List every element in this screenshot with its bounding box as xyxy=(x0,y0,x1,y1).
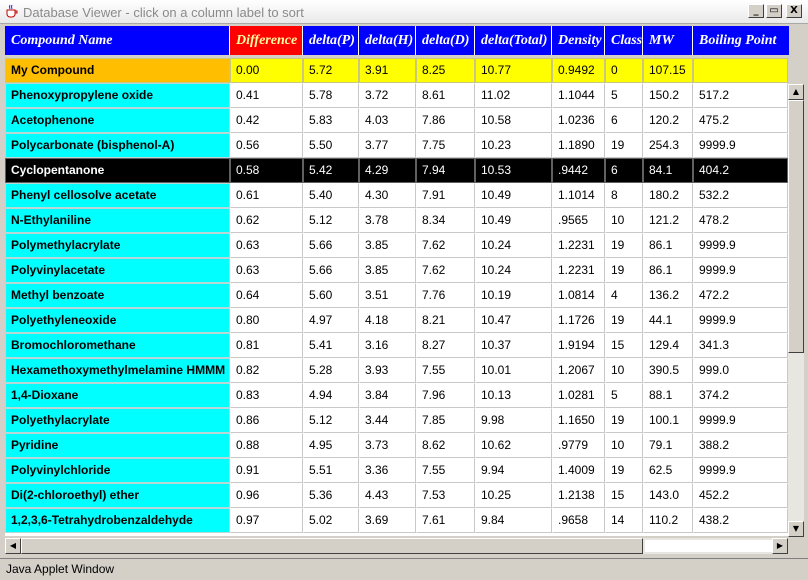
cell-boiling-point[interactable]: 532.2 xyxy=(693,183,788,208)
cell-delta-d[interactable]: 8.62 xyxy=(416,433,475,458)
cell-delta-h[interactable]: 3.91 xyxy=(359,58,416,83)
cell-delta-total[interactable]: 10.24 xyxy=(475,233,552,258)
cell-density[interactable]: 1.1650 xyxy=(552,408,605,433)
cell-difference[interactable]: 0.42 xyxy=(230,108,303,133)
cell-difference[interactable]: 0.91 xyxy=(230,458,303,483)
cell-mw[interactable]: 120.2 xyxy=(643,108,693,133)
cell-delta-d[interactable]: 8.27 xyxy=(416,333,475,358)
cell-density[interactable]: 1.4009 xyxy=(552,458,605,483)
cell-class[interactable]: 6 xyxy=(605,158,643,183)
cell-difference[interactable]: 0.80 xyxy=(230,308,303,333)
table-row[interactable] xyxy=(5,333,788,358)
cell-mw[interactable]: 136.2 xyxy=(643,283,693,308)
cell-mw[interactable]: 44.1 xyxy=(643,308,693,333)
close-button[interactable]: X xyxy=(786,4,802,18)
cell-boiling-point[interactable]: 452.2 xyxy=(693,483,788,508)
cell-delta-p[interactable]: 5.66 xyxy=(303,233,359,258)
cell-compound-name[interactable]: Polyethylacrylate xyxy=(5,408,230,433)
cell-density[interactable]: 1.0236 xyxy=(552,108,605,133)
column-header-density[interactable]: Density xyxy=(552,26,605,55)
cell-difference[interactable]: 0.56 xyxy=(230,133,303,158)
cell-delta-d[interactable]: 8.21 xyxy=(416,308,475,333)
table-row[interactable] xyxy=(5,158,788,183)
cell-compound-name[interactable]: Di(2-chloroethyl) ether xyxy=(5,483,230,508)
cell-delta-p[interactable]: 5.78 xyxy=(303,83,359,108)
cell-delta-d[interactable]: 7.55 xyxy=(416,358,475,383)
horizontal-scroll-thumb[interactable] xyxy=(21,538,643,554)
cell-boiling-point[interactable]: 9999.9 xyxy=(693,458,788,483)
cell-delta-total[interactable]: 10.13 xyxy=(475,383,552,408)
column-header-delta-d[interactable]: delta(D) xyxy=(416,26,475,55)
cell-compound-name[interactable]: Phenoxypropylene oxide xyxy=(5,83,230,108)
table-row[interactable] xyxy=(5,283,788,308)
cell-compound-name[interactable]: Acetophenone xyxy=(5,108,230,133)
cell-delta-h[interactable]: 3.36 xyxy=(359,458,416,483)
cell-class[interactable]: 8 xyxy=(605,183,643,208)
cell-density[interactable]: 1.1014 xyxy=(552,183,605,208)
cell-boiling-point[interactable]: 341.3 xyxy=(693,333,788,358)
cell-delta-p[interactable]: 4.97 xyxy=(303,308,359,333)
cell-boiling-point[interactable]: 9999.9 xyxy=(693,408,788,433)
cell-difference[interactable]: 0.86 xyxy=(230,408,303,433)
cell-compound-name[interactable]: My Compound xyxy=(5,58,230,83)
cell-density[interactable]: 0.9492 xyxy=(552,58,605,83)
cell-mw[interactable]: 254.3 xyxy=(643,133,693,158)
cell-delta-d[interactable]: 7.53 xyxy=(416,483,475,508)
status-bar: Java Applet Window xyxy=(0,558,808,580)
column-header-delta-h[interactable]: delta(H) xyxy=(359,26,416,55)
cell-class[interactable]: 6 xyxy=(605,108,643,133)
cell-density[interactable]: 1.2138 xyxy=(552,483,605,508)
cell-delta-d[interactable]: 8.34 xyxy=(416,208,475,233)
cell-density[interactable]: 1.1726 xyxy=(552,308,605,333)
column-header-class[interactable]: Class xyxy=(605,26,643,55)
cell-boiling-point[interactable]: 475.2 xyxy=(693,108,788,133)
cell-density[interactable]: 1.2231 xyxy=(552,233,605,258)
cell-delta-d[interactable]: 8.61 xyxy=(416,83,475,108)
cell-delta-h[interactable]: 3.44 xyxy=(359,408,416,433)
cell-delta-d[interactable]: 7.91 xyxy=(416,183,475,208)
cell-delta-h[interactable]: 3.72 xyxy=(359,83,416,108)
cell-density[interactable]: .9779 xyxy=(552,433,605,458)
cell-mw[interactable]: 88.1 xyxy=(643,383,693,408)
cell-mw[interactable]: 150.2 xyxy=(643,83,693,108)
cell-class[interactable]: 5 xyxy=(605,383,643,408)
cell-mw[interactable]: 62.5 xyxy=(643,458,693,483)
cell-delta-p[interactable]: 5.12 xyxy=(303,208,359,233)
cell-class[interactable]: 15 xyxy=(605,333,643,358)
cell-class[interactable]: 4 xyxy=(605,283,643,308)
cell-density[interactable]: .9658 xyxy=(552,508,605,533)
cell-delta-d[interactable]: 7.55 xyxy=(416,458,475,483)
table-row[interactable] xyxy=(5,358,788,383)
cell-difference[interactable]: 0.41 xyxy=(230,83,303,108)
cell-difference[interactable]: 0.62 xyxy=(230,208,303,233)
cell-delta-total[interactable]: 9.94 xyxy=(475,458,552,483)
cell-compound-name[interactable]: Polyvinylchloride xyxy=(5,458,230,483)
cell-boiling-point[interactable]: 374.2 xyxy=(693,383,788,408)
cell-delta-p[interactable]: 5.72 xyxy=(303,58,359,83)
cell-delta-p[interactable]: 5.50 xyxy=(303,133,359,158)
column-header-boiling-point[interactable]: Boiling Point xyxy=(699,33,777,48)
cell-delta-total[interactable]: 10.77 xyxy=(475,58,552,83)
cell-boiling-point[interactable] xyxy=(693,58,788,83)
cell-delta-total[interactable]: 10.37 xyxy=(475,333,552,358)
cell-mw[interactable]: 79.1 xyxy=(643,433,693,458)
cell-compound-name[interactable]: Phenyl cellosolve acetate xyxy=(5,183,230,208)
cell-difference[interactable]: 0.58 xyxy=(230,158,303,183)
cell-class[interactable]: 19 xyxy=(605,458,643,483)
table-row[interactable] xyxy=(5,83,788,108)
scroll-down-arrow-icon[interactable]: ▼ xyxy=(788,521,804,537)
cell-difference[interactable]: 0.61 xyxy=(230,183,303,208)
cell-density[interactable]: 1.1890 xyxy=(552,133,605,158)
vertical-scroll-thumb[interactable] xyxy=(788,100,804,353)
cell-compound-name[interactable]: N-Ethylaniline xyxy=(5,208,230,233)
table-row[interactable] xyxy=(5,183,788,208)
cell-delta-total[interactable]: 10.24 xyxy=(475,258,552,283)
cell-delta-total[interactable]: 10.53 xyxy=(475,158,552,183)
cell-delta-total[interactable]: 10.23 xyxy=(475,133,552,158)
cell-density[interactable]: 1.2067 xyxy=(552,358,605,383)
cell-boiling-point[interactable]: 517.2 xyxy=(693,83,788,108)
cell-delta-p[interactable]: 5.51 xyxy=(303,458,359,483)
cell-class[interactable]: 19 xyxy=(605,233,643,258)
cell-delta-d[interactable]: 7.76 xyxy=(416,283,475,308)
cell-density[interactable]: 1.0814 xyxy=(552,283,605,308)
cell-boiling-point[interactable]: 9999.9 xyxy=(693,133,788,158)
table-row[interactable] xyxy=(5,133,788,158)
table-row[interactable] xyxy=(5,308,788,333)
cell-delta-p[interactable]: 4.95 xyxy=(303,433,359,458)
cell-delta-p[interactable]: 5.36 xyxy=(303,483,359,508)
cell-delta-h[interactable]: 4.30 xyxy=(359,183,416,208)
cell-boiling-point[interactable]: 9999.9 xyxy=(693,308,788,333)
cell-density[interactable]: 1.2231 xyxy=(552,258,605,283)
cell-class[interactable]: 10 xyxy=(605,433,643,458)
cell-delta-h[interactable]: 4.03 xyxy=(359,108,416,133)
java-coffee-icon xyxy=(5,4,19,18)
cell-delta-d[interactable]: 7.94 xyxy=(416,158,475,183)
table-row[interactable] xyxy=(5,233,788,258)
cell-mw[interactable]: 86.1 xyxy=(643,233,693,258)
cell-difference[interactable]: 0.97 xyxy=(230,508,303,533)
title-bar xyxy=(0,0,808,24)
cell-compound-name[interactable]: Polycarbonate (bisphenol-A) xyxy=(5,133,230,158)
cell-difference[interactable]: 0.88 xyxy=(230,433,303,458)
cell-density[interactable]: 1.0281 xyxy=(552,383,605,408)
cell-density[interactable]: .9565 xyxy=(552,208,605,233)
table-row[interactable] xyxy=(5,208,788,233)
cell-compound-name[interactable]: Polymethylacrylate xyxy=(5,233,230,258)
column-header-delta-total[interactable]: delta(Total) xyxy=(475,26,552,55)
cell-delta-h[interactable]: 3.77 xyxy=(359,133,416,158)
table-row[interactable] xyxy=(5,508,788,533)
table-row[interactable] xyxy=(5,258,788,283)
cell-mw[interactable]: 180.2 xyxy=(643,183,693,208)
cell-class[interactable]: 14 xyxy=(605,508,643,533)
cell-delta-total[interactable]: 10.62 xyxy=(475,433,552,458)
cell-delta-d[interactable]: 7.75 xyxy=(416,133,475,158)
cell-mw[interactable]: 390.5 xyxy=(643,358,693,383)
cell-delta-total[interactable]: 10.58 xyxy=(475,108,552,133)
column-header-mw[interactable]: MW xyxy=(643,26,693,55)
column-header-delta-p[interactable]: delta(P) xyxy=(303,26,359,55)
table-row[interactable] xyxy=(5,433,788,458)
cell-delta-h[interactable]: 3.93 xyxy=(359,358,416,383)
cell-boiling-point[interactable]: 9999.9 xyxy=(693,233,788,258)
scroll-right-arrow-icon[interactable]: ▶ xyxy=(772,538,788,554)
cell-delta-total[interactable]: 10.01 xyxy=(475,358,552,383)
cell-delta-p[interactable]: 5.83 xyxy=(303,108,359,133)
vertical-scrollbar[interactable] xyxy=(788,84,804,537)
table-row[interactable] xyxy=(5,383,788,408)
cell-compound-name[interactable]: Hexamethoxymethylmelamine HMMM xyxy=(5,358,230,383)
cell-boiling-point[interactable]: 478.2 xyxy=(693,208,788,233)
table-row[interactable] xyxy=(5,483,788,508)
cell-delta-h[interactable]: 4.18 xyxy=(359,308,416,333)
table-row[interactable] xyxy=(5,108,788,133)
cell-delta-p[interactable]: 5.42 xyxy=(303,158,359,183)
scroll-up-arrow-icon[interactable]: ▲ xyxy=(788,84,804,100)
cell-delta-d[interactable]: 7.86 xyxy=(416,108,475,133)
cell-boiling-point[interactable]: 472.2 xyxy=(693,283,788,308)
cell-compound-name[interactable]: Bromochloromethane xyxy=(5,333,230,358)
cell-delta-h[interactable]: 4.29 xyxy=(359,158,416,183)
cell-delta-p[interactable]: 5.02 xyxy=(303,508,359,533)
cell-delta-h[interactable]: 3.84 xyxy=(359,383,416,408)
maximize-button[interactable]: ▭ xyxy=(766,4,782,18)
cell-delta-total[interactable]: 10.47 xyxy=(475,308,552,333)
cell-density[interactable]: 1.9194 xyxy=(552,333,605,358)
cell-difference[interactable]: 0.82 xyxy=(230,358,303,383)
cell-class[interactable]: 10 xyxy=(605,208,643,233)
cell-class[interactable]: 19 xyxy=(605,133,643,158)
cell-compound-name[interactable]: 1,2,3,6-Tetrahydrobenzaldehyde xyxy=(5,508,230,533)
cell-difference[interactable]: 0.64 xyxy=(230,283,303,308)
cell-compound-name[interactable]: Polyvinylacetate xyxy=(5,258,230,283)
cell-delta-p[interactable]: 5.40 xyxy=(303,183,359,208)
cell-class[interactable]: 15 xyxy=(605,483,643,508)
cell-mw[interactable]: 86.1 xyxy=(643,258,693,283)
cell-mw[interactable]: 107.15 xyxy=(643,58,693,83)
cell-delta-total[interactable]: 9.98 xyxy=(475,408,552,433)
cell-compound-name[interactable]: Methyl benzoate xyxy=(5,283,230,308)
cell-mw[interactable]: 100.1 xyxy=(643,408,693,433)
cell-delta-h[interactable]: 3.73 xyxy=(359,433,416,458)
cell-boiling-point[interactable]: 999.0 xyxy=(693,358,788,383)
cell-mw[interactable]: 84.1 xyxy=(643,158,693,183)
cell-class[interactable]: 19 xyxy=(605,258,643,283)
my-compound-row[interactable] xyxy=(5,58,788,83)
cell-class[interactable]: 19 xyxy=(605,408,643,433)
cell-delta-total[interactable]: 11.02 xyxy=(475,83,552,108)
cell-mw[interactable]: 110.2 xyxy=(643,508,693,533)
cell-delta-h[interactable]: 3.51 xyxy=(359,283,416,308)
cell-delta-p[interactable]: 5.60 xyxy=(303,283,359,308)
cell-class[interactable]: 0 xyxy=(605,58,643,83)
cell-difference[interactable]: 0.83 xyxy=(230,383,303,408)
table-row[interactable] xyxy=(5,408,788,433)
cell-density[interactable]: .9442 xyxy=(552,158,605,183)
cell-delta-d[interactable]: 7.96 xyxy=(416,383,475,408)
column-header-row xyxy=(5,26,789,55)
minimize-button[interactable]: _ xyxy=(748,4,764,18)
cell-mw[interactable]: 121.2 xyxy=(643,208,693,233)
cell-boiling-point[interactable]: 438.2 xyxy=(693,508,788,533)
cell-delta-total[interactable]: 10.49 xyxy=(475,183,552,208)
cell-delta-total[interactable]: 9.84 xyxy=(475,508,552,533)
cell-compound-name[interactable]: Polyethyleneoxide xyxy=(5,308,230,333)
cell-difference[interactable]: 0.81 xyxy=(230,333,303,358)
cell-density[interactable]: 1.1044 xyxy=(552,83,605,108)
column-header-compound-name[interactable]: Compound Name xyxy=(5,26,230,55)
cell-delta-p[interactable]: 4.94 xyxy=(303,383,359,408)
compound-table xyxy=(5,58,788,536)
cell-delta-d[interactable]: 7.85 xyxy=(416,408,475,433)
window-title: Database Viewer - click on a column label to sort xyxy=(23,5,304,20)
column-header-difference[interactable]: Difference xyxy=(230,26,303,55)
cell-delta-d[interactable]: 7.61 xyxy=(416,508,475,533)
cell-difference[interactable]: 0.63 xyxy=(230,258,303,283)
cell-difference[interactable]: 0.96 xyxy=(230,483,303,508)
cell-boiling-point[interactable]: 388.2 xyxy=(693,433,788,458)
cell-difference[interactable]: 0.63 xyxy=(230,233,303,258)
cell-delta-h[interactable]: 4.43 xyxy=(359,483,416,508)
cell-delta-p[interactable]: 5.41 xyxy=(303,333,359,358)
cell-delta-h[interactable]: 3.85 xyxy=(359,258,416,283)
cell-delta-p[interactable]: 5.12 xyxy=(303,408,359,433)
cell-delta-total[interactable]: 10.49 xyxy=(475,208,552,233)
cell-delta-total[interactable]: 10.25 xyxy=(475,483,552,508)
horizontal-scrollbar[interactable] xyxy=(5,538,788,554)
cell-delta-d[interactable]: 7.62 xyxy=(416,258,475,283)
cell-class[interactable]: 10 xyxy=(605,358,643,383)
cell-difference[interactable]: 0.00 xyxy=(230,58,303,83)
cell-delta-total[interactable]: 10.19 xyxy=(475,283,552,308)
cell-mw[interactable]: 129.4 xyxy=(643,333,693,358)
cell-delta-h[interactable]: 3.78 xyxy=(359,208,416,233)
cell-compound-name[interactable]: 1,4-Dioxane xyxy=(5,383,230,408)
cell-class[interactable]: 19 xyxy=(605,308,643,333)
cell-class[interactable]: 5 xyxy=(605,83,643,108)
cell-compound-name[interactable]: Pyridine xyxy=(5,433,230,458)
cell-delta-p[interactable]: 5.66 xyxy=(303,258,359,283)
table-row[interactable] xyxy=(5,458,788,483)
cell-delta-d[interactable]: 7.62 xyxy=(416,233,475,258)
cell-delta-d[interactable]: 8.25 xyxy=(416,58,475,83)
cell-boiling-point[interactable]: 404.2 xyxy=(693,158,788,183)
scroll-left-arrow-icon[interactable]: ◀ xyxy=(5,538,21,554)
cell-delta-h[interactable]: 3.16 xyxy=(359,333,416,358)
cell-delta-h[interactable]: 3.69 xyxy=(359,508,416,533)
cell-mw[interactable]: 143.0 xyxy=(643,483,693,508)
cell-delta-p[interactable]: 5.28 xyxy=(303,358,359,383)
cell-delta-h[interactable]: 3.85 xyxy=(359,233,416,258)
cell-boiling-point[interactable]: 9999.9 xyxy=(693,258,788,283)
horizontal-track-gap xyxy=(645,540,775,552)
cell-compound-name[interactable]: Cyclopentanone xyxy=(5,158,230,183)
